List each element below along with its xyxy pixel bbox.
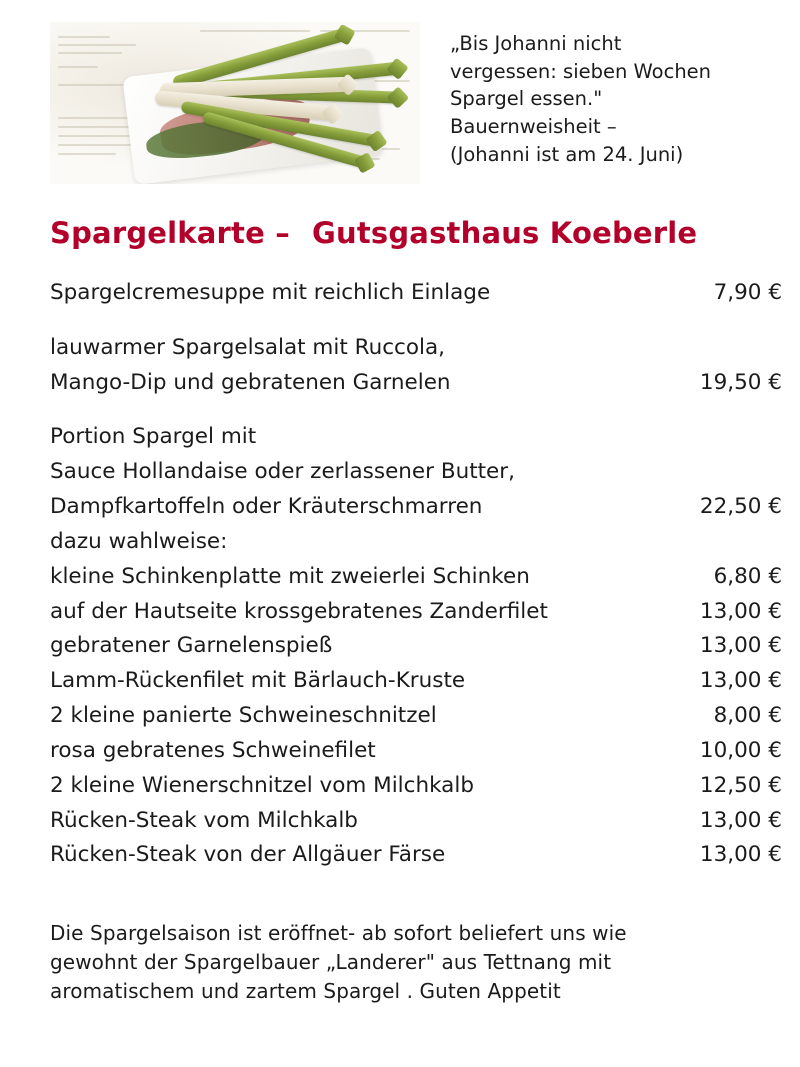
menu-group	[50, 331, 782, 401]
footer-line: Die Spargelsaison ist eröffnet- ab sofort beliefert uns wie	[50, 921, 627, 946]
menu-item-name: rosa gebratenes Schweinefilet	[50, 737, 376, 763]
menu-item-row	[50, 595, 782, 630]
asparagus-photo	[50, 22, 420, 184]
page-title	[50, 216, 800, 250]
menu-item-row	[50, 664, 782, 699]
menu-item-price: 8,00 €	[713, 703, 782, 729]
quote-line: Spargel essen."	[450, 87, 603, 111]
menu-item-row	[50, 699, 782, 734]
menu-item-name: Lamm-Rückenfilet mit Bärlauch-Kruste	[50, 668, 466, 694]
menu-item-name: Rücken-Steak von der Allgäuer Färse	[50, 842, 446, 868]
quote-line: (Johanni ist am 24. Juni)	[450, 142, 684, 166]
menu-item-row	[50, 276, 782, 311]
menu-item-row	[50, 420, 782, 455]
menu-item-name: Rücken-Steak vom Milchkalb	[50, 807, 358, 833]
menu-item-name: Spargelcremesuppe mit reichlich Einlage	[50, 280, 491, 305]
menu-group	[50, 276, 782, 311]
menu-item-price: 6,80 €	[713, 563, 782, 589]
menu-item-row	[50, 560, 782, 595]
menu-item-row	[50, 525, 782, 560]
footer-line: gewohnt der Spargelbauer „Landerer" aus Tettnang mit	[50, 950, 612, 975]
menu-item-name: 2 kleine panierte Schweineschnitzel	[50, 703, 437, 729]
menu-list	[50, 276, 782, 873]
menu-item-name: Dampfkartoffeln oder Kräuterschmarren	[50, 494, 483, 520]
menu-item-name: dazu wahlweise:	[50, 528, 228, 554]
menu-item-name: Portion Spargel mit	[50, 424, 257, 450]
menu-item-price: 13,00 €	[699, 842, 782, 868]
menu-item-price: 19,50 €	[699, 369, 782, 395]
page-title-right: Gutsgasthaus Koeberle	[311, 216, 698, 250]
spacer	[50, 311, 782, 331]
header-section	[0, 0, 800, 184]
menu-item-row	[50, 366, 782, 401]
menu-group	[50, 420, 782, 873]
menu-item-name: auf der Hautseite krossgebratenes Zanderfilet	[50, 598, 548, 624]
menu-item-name: kleine Schinkenplatte mit zweierlei Schinken	[50, 563, 530, 589]
menu-item-name: lauwarmer Spargelsalat mit Ruccola,	[50, 334, 445, 360]
menu-item-price: 13,00 €	[699, 668, 782, 694]
footer-note	[50, 919, 778, 1006]
quote-line: vergessen: sieben Wochen	[450, 59, 712, 83]
menu-item-price: 13,00 €	[699, 807, 782, 833]
menu-item-price: 13,00 €	[699, 633, 782, 659]
menu-item-row	[50, 769, 782, 804]
menu-item-row	[50, 629, 782, 664]
menu-item-row	[50, 838, 782, 873]
menu-item-price: 7,90 €	[713, 280, 782, 305]
menu-item-row	[50, 331, 782, 366]
page-title-left: Spargelkarte –	[50, 216, 290, 250]
menu-item-row	[50, 490, 782, 525]
menu-item-name: Sauce Hollandaise oder zerlassener Butter,	[50, 459, 515, 485]
spacer	[50, 400, 782, 420]
quote-block	[420, 22, 782, 168]
quote-line: Bauernweisheit –	[450, 115, 617, 139]
menu-item-row	[50, 734, 782, 769]
menu-item-price: 12,50 €	[699, 772, 782, 798]
menu-item-name: gebratener Garnelenspieß	[50, 633, 333, 659]
menu-item-price: 22,50 €	[699, 494, 782, 520]
menu-item-row	[50, 804, 782, 839]
menu-item-row	[50, 455, 782, 490]
menu-item-price: 13,00 €	[699, 598, 782, 624]
quote-line: „Bis Johanni nicht	[450, 32, 622, 55]
menu-item-name: 2 kleine Wienerschnitzel vom Milchkalb	[50, 772, 474, 798]
menu-item-name: Mango-Dip und gebratenen Garnelen	[50, 369, 451, 395]
footer-line: aromatischem und zartem Spargel . Guten Appetit	[50, 979, 561, 1004]
menu-item-price: 10,00 €	[699, 737, 782, 763]
